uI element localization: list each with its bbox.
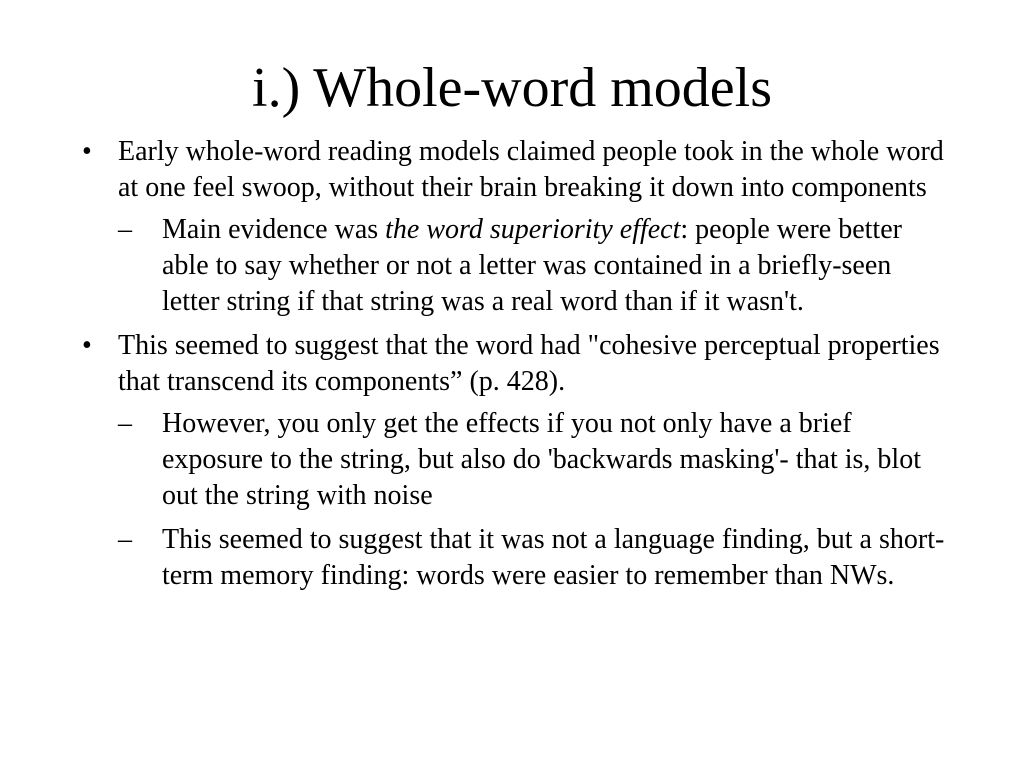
bullet-text: This seemed to suggest that the word had "cohesive perceptual properties that transcend its components” (p. 428). bbox=[118, 330, 940, 397]
dash-marker: – bbox=[118, 408, 132, 439]
bullet-marker: • bbox=[82, 136, 92, 167]
dash-marker: – bbox=[118, 524, 132, 555]
bullet-text: Early whole-word reading models claimed people took in the whole word at one feel swoop, without their brain breaking it down into components bbox=[118, 136, 944, 203]
sub-bullet-item bbox=[118, 522, 946, 594]
sub-bullet-text: However, you only get the effects if you not only have a brief exposure to the string, but also do 'backwards masking'- that is, blot out the string with noise bbox=[162, 408, 921, 511]
sub-bullet-list bbox=[118, 406, 946, 594]
dash-marker: – bbox=[118, 214, 132, 245]
sub-bullet-item bbox=[118, 212, 946, 320]
sub-bullet-item bbox=[118, 406, 946, 514]
sub-bullet-text-start: Main evidence was bbox=[162, 214, 386, 245]
sub-bullet-text-end: : people were better able to say whether or not a letter was contained in a briefly-seen letter string if that string was a real word than if it wasn't. bbox=[162, 214, 902, 317]
bullet-list bbox=[76, 134, 946, 602]
slide-title: i.) Whole-word models bbox=[252, 57, 772, 119]
sub-bullet-emphasis: the word superiority effect bbox=[385, 214, 681, 245]
bullet-marker: • bbox=[82, 330, 92, 361]
sub-bullet-text: This seemed to suggest that it was not a language finding, but a short-term memory finding: words were easier to remember than NWs. bbox=[162, 524, 945, 591]
bullet-item bbox=[76, 134, 946, 320]
sub-bullet-list bbox=[118, 212, 946, 320]
bullet-item bbox=[76, 328, 946, 594]
